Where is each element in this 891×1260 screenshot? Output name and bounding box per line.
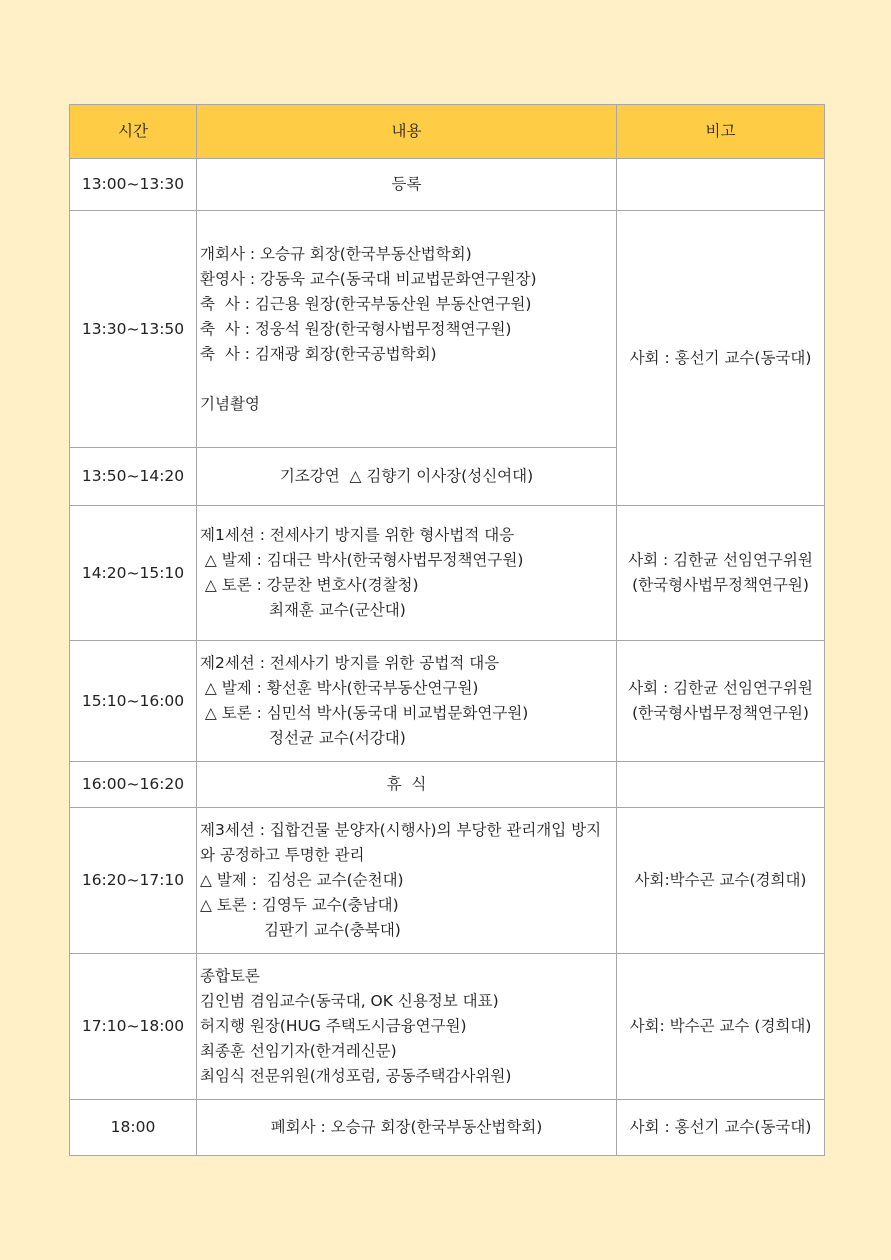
note-line: (한국형사법무정책연구원) (632, 576, 809, 594)
table-row (70, 159, 825, 211)
table-row (70, 808, 825, 954)
content-cell (197, 211, 617, 448)
time-cell: 15:10~16:00 (70, 641, 197, 762)
content-line: △ 토론 : 김영두 교수(충남대) (200, 896, 399, 914)
note-line: 사회 : 김한균 선임연구위원 (628, 551, 813, 569)
content-cell (197, 448, 617, 506)
time-cell: 18:00 (70, 1100, 197, 1156)
content-line: 김판기 교수(충북대) (200, 921, 401, 939)
table-row (70, 1100, 825, 1156)
content-cell (197, 808, 617, 954)
content-line: △ 발제 : 김성은 교수(순천대) (200, 871, 404, 889)
time-cell: 14:20~15:10 (70, 506, 197, 641)
header-content: 내용 (197, 105, 617, 159)
header-note: 비고 (617, 105, 825, 159)
note-cell (617, 641, 825, 762)
note-cell (617, 808, 825, 954)
table-row (70, 506, 825, 641)
content-line: △ 토론 : 강문찬 변호사(경찰청) (200, 576, 419, 594)
content-cell (197, 641, 617, 762)
content-cell (197, 159, 617, 211)
time-cell: 13:30~13:50 (70, 211, 197, 448)
note-cell (617, 1100, 825, 1156)
content-line: 축 사 : 정웅석 원장(한국형사법무정책연구원) (200, 319, 512, 338)
content-line: 환영사 : 강동욱 교수(동국대 비교법문화연구원장) (200, 269, 537, 288)
content-line: 최재훈 교수(군산대) (200, 601, 406, 619)
table-row (70, 641, 825, 762)
content-line: 기념촬영 (200, 394, 260, 413)
note-cell (617, 211, 825, 506)
content-line: △ 토론 : 심민석 박사(동국대 비교법문화연구원) (200, 704, 529, 722)
content-line: 제1세션 : 전세사기 방지를 위한 형사법적 대응 (200, 526, 515, 544)
time-cell: 16:20~17:10 (70, 808, 197, 954)
content-line: 최임식 전문위원(개성포럼, 공동주택감사위원) (200, 1067, 512, 1085)
content-cell (197, 762, 617, 808)
content-cell (197, 954, 617, 1100)
time-cell: 16:00~16:20 (70, 762, 197, 808)
table-row (70, 954, 825, 1100)
content-line: 김인범 겸임교수(동국대, OK 신용정보 대표) (200, 992, 499, 1010)
content-line: △ 발제 : 황선훈 박사(한국부동산연구원) (200, 679, 479, 697)
time-cell: 13:50~14:20 (70, 448, 197, 506)
time-cell: 17:10~18:00 (70, 954, 197, 1100)
content-line: 등록 (391, 175, 422, 193)
note-cell (617, 159, 825, 211)
content-line: 허지행 원장(HUG 주택도시금융연구원) (200, 1017, 467, 1035)
content-line: 정선균 교수(서강대) (200, 729, 406, 747)
note-line: 사회 : 홍선기 교수(동국대) (629, 1118, 812, 1136)
note-cell (617, 506, 825, 641)
content-line: 제2세션 : 전세사기 방지를 위한 공법적 대응 (200, 654, 500, 672)
content-line: 개회사 : 오승규 회장(한국부동산법학회) (200, 244, 472, 263)
table-row (70, 211, 825, 448)
note-line: 사회:박수곤 교수(경희대) (634, 871, 807, 889)
time-cell: 13:00~13:30 (70, 159, 197, 211)
schedule-table (69, 104, 825, 1156)
note-cell (617, 954, 825, 1100)
content-line: 기조강연 △ 김향기 이사장(성신여대) (279, 467, 534, 485)
content-cell (197, 506, 617, 641)
content-line (200, 367, 613, 392)
header-time: 시간 (70, 105, 197, 159)
content-line: 폐회사 : 오승규 회장(한국부동산법학회) (270, 1118, 543, 1136)
content-line: 휴 식 (386, 775, 427, 793)
content-line: △ 발제 : 김대근 박사(한국형사법무정책연구원) (200, 551, 524, 569)
note-line: (한국형사법무정책연구원) (632, 704, 809, 722)
content-cell (197, 1100, 617, 1156)
note-line: 사회: 박수곤 교수 (경희대) (629, 1017, 812, 1035)
content-line: 제3세션 : 집합건물 분양자(시행사)의 부당한 관리개입 방지와 공정하고 투명한 관리 (200, 821, 602, 864)
content-line: 종합토론 (200, 967, 260, 985)
note-line: 사회 : 홍선기 교수(동국대) (629, 348, 812, 367)
content-line: 축 사 : 김재광 회장(한국공법학회) (200, 344, 437, 363)
content-line: 최종훈 선임기자(한겨레신문) (200, 1042, 397, 1060)
header-row (70, 105, 825, 159)
note-line: 사회 : 김한균 선임연구위원 (628, 679, 813, 697)
note-cell (617, 762, 825, 808)
content-line: 축 사 : 김근용 원장(한국부동산원 부동산연구원) (200, 294, 532, 313)
table-row (70, 762, 825, 808)
